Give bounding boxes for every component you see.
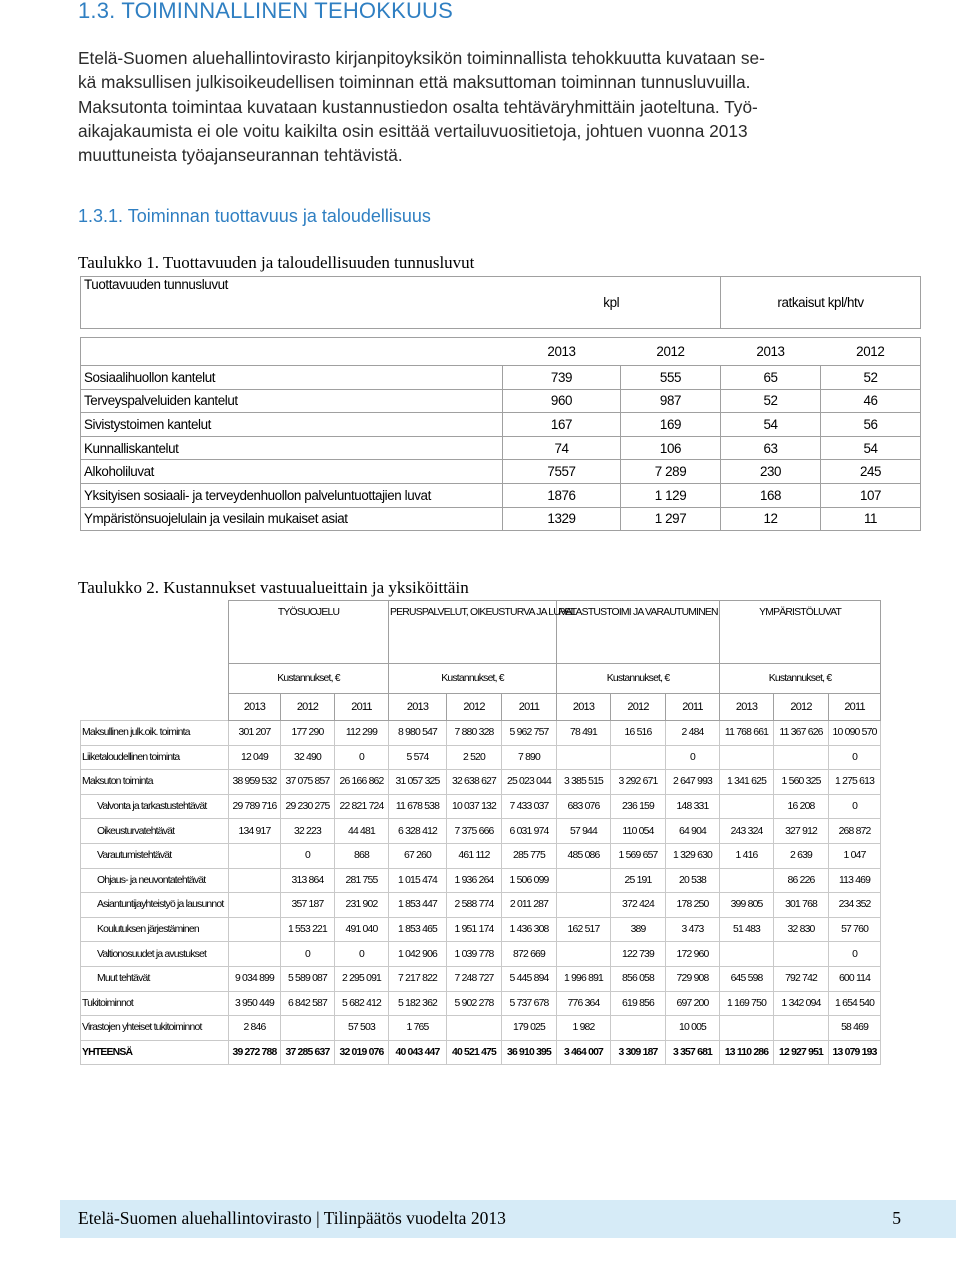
cell-value: 1 996 891 <box>557 966 611 991</box>
cell-value: 40 521 475 <box>447 1040 502 1065</box>
cell-value: 1 765 <box>389 1016 447 1041</box>
row-label: Terveyspalveluiden kantelut <box>81 389 503 413</box>
cell-value: 162 517 <box>557 917 611 942</box>
cell-value: 11 768 661 <box>720 721 774 746</box>
cell-value: 1 936 264 <box>447 868 502 893</box>
cell-value <box>229 893 281 918</box>
paragraph-line: muuttuneista työajanseurannan tehtävistä. <box>78 145 403 166</box>
cell-value: 12 049 <box>229 745 281 770</box>
cell-value <box>611 745 666 770</box>
row-label: Maksuton toiminta <box>81 770 229 795</box>
cell-value: 2 639 <box>774 843 829 868</box>
cell-value: 107 <box>821 483 921 507</box>
cell-value <box>229 868 281 893</box>
cell-value <box>720 1016 774 1041</box>
cell-value <box>229 917 281 942</box>
cell-value: 10 090 570 <box>829 721 881 746</box>
cell-value: 44 481 <box>335 819 389 844</box>
cell-value: 5 902 278 <box>447 991 502 1016</box>
cell-value <box>557 745 611 770</box>
cell-value: 7 433 037 <box>502 794 557 819</box>
cell-value: 1 342 094 <box>774 991 829 1016</box>
cell-value <box>229 942 281 967</box>
cell-value <box>720 745 774 770</box>
cell-value: 11 678 538 <box>389 794 447 819</box>
cell-value: 856 058 <box>611 966 666 991</box>
cell-value: 7 289 <box>621 460 721 484</box>
table2-year: 2013 <box>720 694 774 721</box>
cell-value: 110 054 <box>611 819 666 844</box>
row-label: Asiantuntijayhteistyö ja lausunnot <box>81 893 229 918</box>
cell-value: 357 187 <box>281 893 335 918</box>
table2-year: 2013 <box>229 694 281 721</box>
cell-value: 67 260 <box>389 843 447 868</box>
cell-value: 1 951 174 <box>447 917 502 942</box>
group-pelastustoimi: PELASTUSTOIMI JA VARAUTUMINEN <box>557 601 720 664</box>
cell-value: 987 <box>621 389 721 413</box>
cell-value: 236 159 <box>611 794 666 819</box>
cell-value: 776 364 <box>557 991 611 1016</box>
table2-row <box>81 745 881 770</box>
table1-row <box>81 366 921 390</box>
row-label: Maksullinen julk.oik. toiminta <box>81 721 229 746</box>
cost-label: Kustannukset, € <box>389 664 557 694</box>
cell-value: 32 490 <box>281 745 335 770</box>
row-label: Valtionosuudet ja avustukset <box>81 942 229 967</box>
cell-value: 16 208 <box>774 794 829 819</box>
cell-value: 619 856 <box>611 991 666 1016</box>
cell-value: 56 <box>821 413 921 437</box>
cell-value: 3 950 449 <box>229 991 281 1016</box>
table1-row <box>81 483 921 507</box>
paragraph-line: kä maksullisen julkisoikeudellisen toiminnan että maksuttoman toiminnan tunnusluvuilla. <box>78 72 751 93</box>
cell-value: 112 299 <box>335 721 389 746</box>
cell-value: 2 295 091 <box>335 966 389 991</box>
cell-value: 7 880 328 <box>447 721 502 746</box>
cell-value: 63 <box>721 436 821 460</box>
cell-value: 234 352 <box>829 893 881 918</box>
cell-value: 1 569 657 <box>611 843 666 868</box>
table2-row <box>81 770 881 795</box>
row-label: Kunnalliskantelut <box>81 436 503 460</box>
cell-value: 16 516 <box>611 721 666 746</box>
cell-value <box>720 794 774 819</box>
cell-value: 38 959 532 <box>229 770 281 795</box>
table1-year: 2012 <box>621 338 721 366</box>
cell-value <box>557 868 611 893</box>
cell-value: 301 768 <box>774 893 829 918</box>
cell-value: 960 <box>503 389 621 413</box>
cell-value: 491 040 <box>335 917 389 942</box>
table1-caption: Taulukko 1. Tuottavuuden ja taloudellisuuden tunnusluvut <box>78 253 475 272</box>
cell-value: 106 <box>621 436 721 460</box>
cell-value: 37 285 637 <box>281 1040 335 1065</box>
cell-value: 54 <box>821 436 921 460</box>
cell-value: 230 <box>721 460 821 484</box>
cell-value: 11 367 626 <box>774 721 829 746</box>
row-label: YHTEENSÄ <box>81 1040 229 1065</box>
table2-row <box>81 1016 881 1041</box>
cell-value: 10 005 <box>666 1016 720 1041</box>
table1-year: 2013 <box>503 338 621 366</box>
cell-value: 31 057 325 <box>389 770 447 795</box>
cell-value: 178 250 <box>666 893 720 918</box>
table1-row <box>81 389 921 413</box>
paragraph-line: aikajakaumista ei ole voitu kaikilta osin esittää vertailuvuositietoja, johtuen vuonna 2013 <box>78 120 748 141</box>
cell-value <box>281 1016 335 1041</box>
cell-value: 327 912 <box>774 819 829 844</box>
cell-value: 148 331 <box>666 794 720 819</box>
cell-value: 5 182 362 <box>389 991 447 1016</box>
table1-group-kpl: kpl <box>503 277 721 329</box>
cell-value: 57 760 <box>829 917 881 942</box>
cell-value: 26 166 862 <box>335 770 389 795</box>
cost-label: Kustannukset, € <box>557 664 720 694</box>
row-label: Muut tehtävät <box>81 966 229 991</box>
table2-year: 2011 <box>666 694 720 721</box>
cell-value: 1 436 308 <box>502 917 557 942</box>
cell-value: 9 034 899 <box>229 966 281 991</box>
cell-value <box>229 843 281 868</box>
cell-value: 52 <box>821 366 921 390</box>
cell-value: 10 037 132 <box>447 794 502 819</box>
cell-value: 1 042 906 <box>389 942 447 967</box>
cell-value: 65 <box>721 366 821 390</box>
cell-value: 57 503 <box>335 1016 389 1041</box>
group-tyosuojelu: TYÖSUOJELU <box>229 601 389 664</box>
cell-value: 39 272 788 <box>229 1040 281 1065</box>
cell-value: 2 846 <box>229 1016 281 1041</box>
table2-year: 2013 <box>389 694 447 721</box>
cell-value: 64 904 <box>666 819 720 844</box>
cell-value: 52 <box>721 389 821 413</box>
paragraph-line: Etelä-Suomen aluehallintovirasto kirjanpitoyksikön toiminnallista tehokkuutta kuvataan se- <box>78 48 765 68</box>
cell-value: 13 079 193 <box>829 1040 881 1065</box>
table2-row <box>81 991 881 1016</box>
cell-value: 74 <box>503 436 621 460</box>
cell-value: 1329 <box>503 507 621 531</box>
cell-value: 1 129 <box>621 483 721 507</box>
cell-value <box>720 942 774 967</box>
cell-value: 1 982 <box>557 1016 611 1041</box>
row-label: Tukitoiminnot <box>81 991 229 1016</box>
cell-value <box>557 942 611 967</box>
cell-value: 645 598 <box>720 966 774 991</box>
cell-value: 122 739 <box>611 942 666 967</box>
row-label: Liiketaloudellinen toiminta <box>81 745 229 770</box>
cost-label: Kustannukset, € <box>720 664 881 694</box>
cell-value: 40 043 447 <box>389 1040 447 1065</box>
table1-row <box>81 507 921 531</box>
cell-value: 1 654 540 <box>829 991 881 1016</box>
cell-value: 1 329 630 <box>666 843 720 868</box>
cell-value: 36 910 395 <box>502 1040 557 1065</box>
row-label: Valvonta ja tarkastustehtävät <box>81 794 229 819</box>
cell-value: 25 191 <box>611 868 666 893</box>
intro-paragraph <box>78 46 884 167</box>
table2-year: 2012 <box>281 694 335 721</box>
table2-year: 2012 <box>774 694 829 721</box>
cell-value: 389 <box>611 917 666 942</box>
cell-value <box>774 942 829 967</box>
cell-value: 1 853 447 <box>389 893 447 918</box>
cell-value: 32 830 <box>774 917 829 942</box>
cell-value: 243 324 <box>720 819 774 844</box>
cell-value: 1 015 474 <box>389 868 447 893</box>
cell-value: 1 297 <box>621 507 721 531</box>
cell-value: 7557 <box>503 460 621 484</box>
cell-value: 169 <box>621 413 721 437</box>
cell-value: 8 980 547 <box>389 721 447 746</box>
cell-value: 78 491 <box>557 721 611 746</box>
cell-value: 3 464 007 <box>557 1040 611 1065</box>
cell-value: 1 039 778 <box>447 942 502 967</box>
cell-value: 3 385 515 <box>557 770 611 795</box>
cell-value <box>720 868 774 893</box>
cost-label: Kustannukset, € <box>229 664 389 694</box>
cell-value: 1 560 325 <box>774 770 829 795</box>
table1-year: 2013 <box>721 338 821 366</box>
cell-value: 0 <box>829 794 881 819</box>
cell-value: 7 217 822 <box>389 966 447 991</box>
group-peruspalvelut: PERUSPALVELUT, OIKEUSTURVA JA LUVAT <box>389 601 557 664</box>
cell-value: 1 275 613 <box>829 770 881 795</box>
cell-value: 0 <box>281 942 335 967</box>
cell-value: 11 <box>821 507 921 531</box>
table2-year: 2012 <box>611 694 666 721</box>
table1-year-blank <box>81 338 503 366</box>
footer-text: Etelä-Suomen aluehallintovirasto | Tilinpäätös vuodelta 2013 <box>78 1208 506 1228</box>
cell-value: 3 357 681 <box>666 1040 720 1065</box>
page-footer <box>60 1200 956 1238</box>
cell-value: 231 902 <box>335 893 389 918</box>
cell-value: 0 <box>335 942 389 967</box>
row-label: Sosiaalihuollon kantelut <box>81 366 503 390</box>
cell-value: 29 789 716 <box>229 794 281 819</box>
table2-row <box>81 868 881 893</box>
cell-value: 3 309 187 <box>611 1040 666 1065</box>
cell-value: 399 805 <box>720 893 774 918</box>
table2-year: 2011 <box>829 694 881 721</box>
cell-value: 168 <box>721 483 821 507</box>
cell-value: 7 375 666 <box>447 819 502 844</box>
table2-row <box>81 966 881 991</box>
cell-value: 32 638 627 <box>447 770 502 795</box>
table2-row <box>81 1040 881 1065</box>
cell-value: 13 110 286 <box>720 1040 774 1065</box>
cell-value: 600 114 <box>829 966 881 991</box>
cell-value: 5 737 678 <box>502 991 557 1016</box>
cell-value: 1 341 625 <box>720 770 774 795</box>
cell-value: 86 226 <box>774 868 829 893</box>
cell-value: 301 207 <box>229 721 281 746</box>
table2-row <box>81 893 881 918</box>
cell-value: 2 588 774 <box>447 893 502 918</box>
cell-value: 5 445 894 <box>502 966 557 991</box>
table2-year: 2011 <box>502 694 557 721</box>
row-label: Alkoholiluvat <box>81 460 503 484</box>
cell-value: 268 872 <box>829 819 881 844</box>
table2-row <box>81 721 881 746</box>
table2-year: 2013 <box>557 694 611 721</box>
table1-year: 2012 <box>821 338 921 366</box>
cell-value: 372 424 <box>611 893 666 918</box>
cell-value <box>447 1016 502 1041</box>
cell-value: 1 853 465 <box>389 917 447 942</box>
cell-value: 872 669 <box>502 942 557 967</box>
table2-row <box>81 917 881 942</box>
table2-caption: Taulukko 2. Kustannukset vastuualueittain ja yksiköittäin <box>78 578 469 597</box>
cell-value: 245 <box>821 460 921 484</box>
cell-value: 461 112 <box>447 843 502 868</box>
cell-value: 6 842 587 <box>281 991 335 1016</box>
cell-value: 0 <box>335 745 389 770</box>
cell-value: 134 917 <box>229 819 281 844</box>
cell-value: 12 <box>721 507 821 531</box>
cell-value: 179 025 <box>502 1016 557 1041</box>
cell-value: 0 <box>829 745 881 770</box>
table2-year: 2012 <box>447 694 502 721</box>
cell-value: 58 469 <box>829 1016 881 1041</box>
table1-row <box>81 436 921 460</box>
cell-value <box>557 893 611 918</box>
cell-value: 0 <box>829 942 881 967</box>
cell-value: 285 775 <box>502 843 557 868</box>
paragraph-line: Maksutonta toimintaa kuvataan kustannustiedon osalta tehtäväryhmittäin jaoteltuna. Työ- <box>78 96 758 117</box>
table1-header-label: Tuottavuuden tunnusluvut <box>81 277 503 329</box>
row-label: Yksityisen sosiaali- ja terveydenhuollon palveluntuottajien luvat <box>81 483 503 507</box>
cell-value: 1 506 099 <box>502 868 557 893</box>
cell-value: 1 416 <box>720 843 774 868</box>
cell-value: 485 086 <box>557 843 611 868</box>
cell-value: 0 <box>281 843 335 868</box>
row-label: Ohjaus- ja neuvontatehtävät <box>81 868 229 893</box>
table2-row <box>81 843 881 868</box>
cell-value: 2 484 <box>666 721 720 746</box>
cell-value: 3 292 671 <box>611 770 666 795</box>
row-label: Virastojen yhteiset tukitoiminnot <box>81 1016 229 1041</box>
cell-value: 5 589 087 <box>281 966 335 991</box>
cell-value: 6 328 412 <box>389 819 447 844</box>
row-label: Sivistystoimen kantelut <box>81 413 503 437</box>
cell-value: 167 <box>503 413 621 437</box>
cell-value: 0 <box>666 745 720 770</box>
table1-row <box>81 413 921 437</box>
cell-value <box>774 1016 829 1041</box>
cell-value: 46 <box>821 389 921 413</box>
cell-value: 2 647 993 <box>666 770 720 795</box>
table1-group-ratkaisut: ratkaisut kpl/htv <box>721 277 921 329</box>
cell-value: 32 223 <box>281 819 335 844</box>
cell-value: 20 538 <box>666 868 720 893</box>
row-label: Koulutuksen järjestäminen <box>81 917 229 942</box>
table2-row <box>81 794 881 819</box>
cell-value: 729 908 <box>666 966 720 991</box>
page-number: 5 <box>892 1208 901 1228</box>
table2-row <box>81 819 881 844</box>
cell-value: 555 <box>621 366 721 390</box>
cell-value: 7 248 727 <box>447 966 502 991</box>
cell-value: 1 553 221 <box>281 917 335 942</box>
cell-value: 2 520 <box>447 745 502 770</box>
cell-value: 113 469 <box>829 868 881 893</box>
cell-value: 32 019 076 <box>335 1040 389 1065</box>
cell-value: 57 944 <box>557 819 611 844</box>
cell-value: 3 473 <box>666 917 720 942</box>
cell-value: 37 075 857 <box>281 770 335 795</box>
cell-value <box>774 745 829 770</box>
section-subheading: 1.3.1. Toiminnan tuottavuus ja taloudellisuus <box>78 206 431 226</box>
cell-value: 25 023 044 <box>502 770 557 795</box>
cell-value: 7 890 <box>502 745 557 770</box>
row-label: Ympäristönsuojelulain ja vesilain mukaiset asiat <box>81 507 503 531</box>
cell-value: 1876 <box>503 483 621 507</box>
cell-value: 54 <box>721 413 821 437</box>
cell-value: 51 483 <box>720 917 774 942</box>
row-label: Oikeusturvatehtävät <box>81 819 229 844</box>
group-ymparistoluvat: YMPÄRISTÖLUVAT <box>720 601 881 664</box>
cell-value: 172 960 <box>666 942 720 967</box>
cell-value: 1 169 750 <box>720 991 774 1016</box>
page-heading: 1.3. TOIMINNALLINEN TEHOKKUUS <box>78 0 454 23</box>
cell-value: 5 962 757 <box>502 721 557 746</box>
cell-value: 6 031 974 <box>502 819 557 844</box>
cell-value: 5 682 412 <box>335 991 389 1016</box>
table2-year: 2011 <box>335 694 389 721</box>
cell-value: 29 230 275 <box>281 794 335 819</box>
cell-value <box>611 1016 666 1041</box>
productivity-table <box>80 276 921 531</box>
cell-value: 5 574 <box>389 745 447 770</box>
cell-value: 12 927 951 <box>774 1040 829 1065</box>
cell-value: 1 047 <box>829 843 881 868</box>
cell-value: 739 <box>503 366 621 390</box>
cell-value: 281 755 <box>335 868 389 893</box>
cost-table <box>80 600 881 1065</box>
cell-value: 868 <box>335 843 389 868</box>
cell-value: 2 011 287 <box>502 893 557 918</box>
table2-row <box>81 942 881 967</box>
cell-value: 683 076 <box>557 794 611 819</box>
cell-value: 792 742 <box>774 966 829 991</box>
row-label: Varautumistehtävät <box>81 843 229 868</box>
cell-value: 697 200 <box>666 991 720 1016</box>
cell-value: 22 821 724 <box>335 794 389 819</box>
cell-value: 313 864 <box>281 868 335 893</box>
table1-row <box>81 460 921 484</box>
cell-value: 177 290 <box>281 721 335 746</box>
